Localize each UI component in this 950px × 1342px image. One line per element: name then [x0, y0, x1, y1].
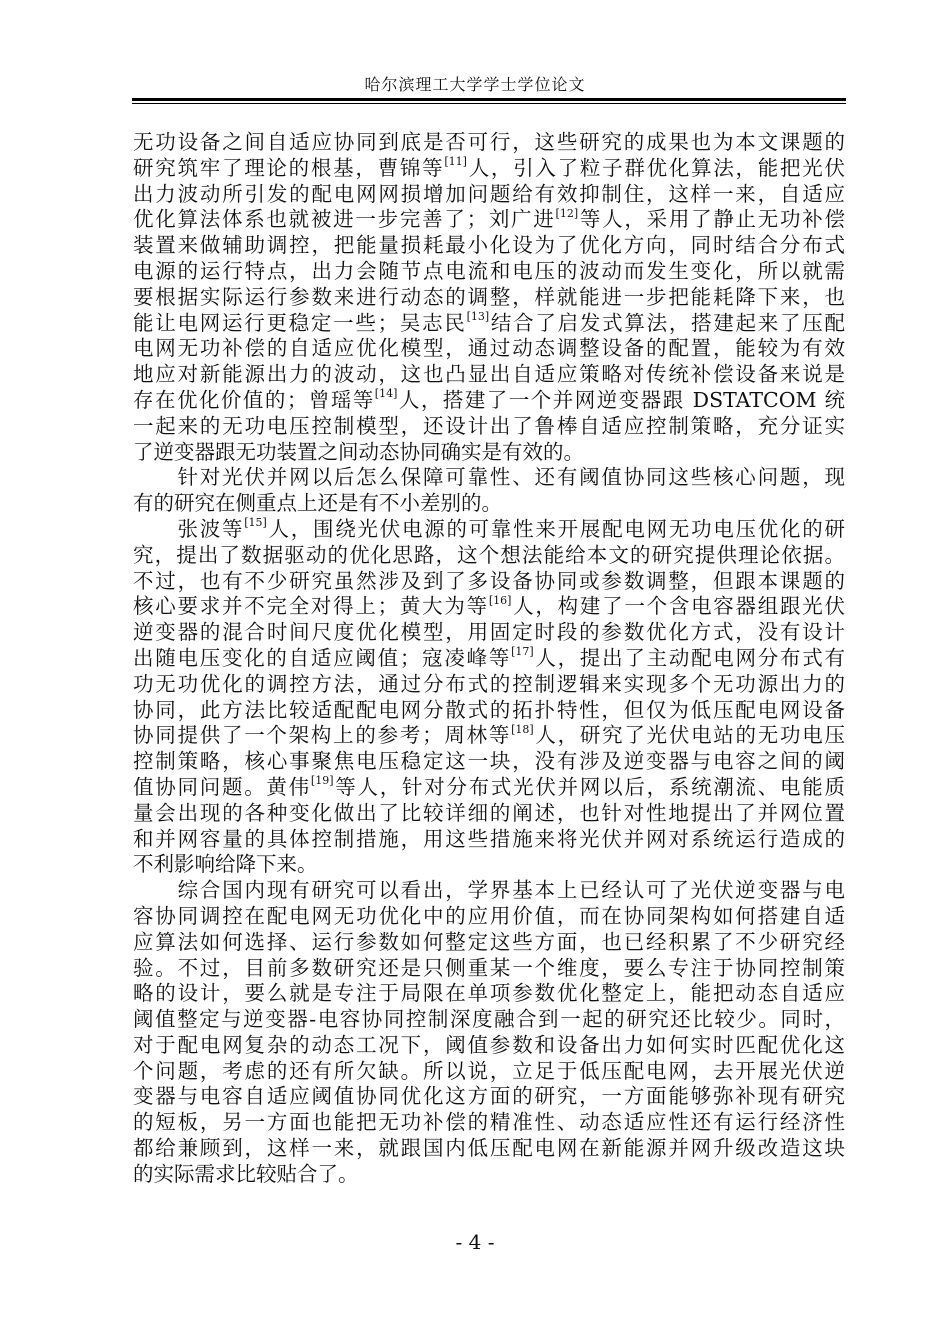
text-line — [133, 388, 845, 414]
text-run: 不利影响给降下来。 — [133, 852, 318, 877]
text-run: 人，引入了粒子群优化算法，能把光伏 — [466, 155, 846, 180]
text-line — [133, 930, 845, 956]
citation-ref: [15] — [244, 516, 267, 530]
text-line — [133, 285, 845, 311]
text-line — [133, 698, 845, 724]
text-run: 电源的运行特点，出力会随节点电流和电压的波动而发生变化，所以就需 — [133, 258, 845, 283]
text-run: 变器与电容自适应阈值协同优化这方面的研究，一方面能够弥补现有研究 — [133, 1084, 845, 1109]
text-line — [133, 569, 845, 595]
text-line — [133, 878, 845, 904]
citation-ref: [13] — [466, 309, 490, 323]
text-line — [133, 1059, 845, 1085]
text-run: 的短板，另一方面也能把无功补偿的精准性、动态适应性还有运行经济性 — [133, 1110, 845, 1135]
text-run: 了逆变器跟无功装置之间动态协同确实是有效的。 — [133, 439, 584, 464]
text-line — [133, 311, 845, 337]
text-run: 协同提供了一个架构上的参考；周林等 — [133, 723, 512, 748]
text-line — [133, 156, 845, 182]
text-run: 值协同问题。黄伟 — [133, 774, 311, 799]
text-run: 出力波动所引发的配电网网损增加问题给有效抑制住，这样一来，自适应 — [133, 181, 845, 206]
citation-ref: [18] — [511, 722, 534, 736]
text-line — [133, 259, 845, 285]
text-line — [133, 233, 845, 259]
text-run: 能让电网运行更稳定一些；吴志民 — [133, 310, 467, 335]
text-line — [133, 1110, 845, 1136]
text-line — [133, 827, 845, 853]
text-run: 个问题，考虑的还有所欠缺。所以说，立足于低压配电网，去开展光伏逆 — [133, 1058, 845, 1083]
text-line — [133, 852, 845, 878]
text-run: 人，搭建了一个并网逆变器跟 DSTATCOM 统 — [397, 387, 845, 412]
text-run: 逆变器的混合时间尺度优化模型，用固定时段的参数优化方式，没有设计 — [133, 620, 845, 645]
text-run: 都给兼顾到，这样一来，就跟国内低压配电网在新能源并网升级改造这块 — [133, 1136, 845, 1161]
text-run: 地应对新能源出力的波动，这也凸显出自适应策略对传统补偿设备来说是 — [133, 362, 845, 387]
text-run: 对于配电网复杂的动态工况下，阈值参数和设备出力如何实时匹配优化这 — [133, 1032, 845, 1057]
text-run: 控制策略，核心事聚焦电压稳定这一块，没有涉及逆变器与电容之间的阈 — [133, 749, 845, 774]
text-run: 张波等 — [133, 516, 245, 541]
text-line — [133, 620, 845, 646]
text-line — [133, 956, 845, 982]
text-run: 研究筑牢了理论的根基，曹锦等 — [133, 155, 445, 180]
text-run: 和并网容量的具体控制措施，用这些措施来将光伏并网对系统运行造成的 — [133, 826, 845, 851]
text-run: 略的设计，要么就是专注于局限在单项参数优化整定上，能把动态自适应 — [133, 981, 845, 1006]
text-line — [133, 594, 845, 620]
text-line — [133, 207, 845, 233]
text-run: 要根据实际运行参数来进行动态的调整，样就能进一步把能耗降下来，也 — [133, 284, 845, 309]
text-line — [133, 491, 845, 517]
text-run: 人，提出了主动配电网分布式有 — [533, 645, 846, 670]
body-text — [133, 130, 845, 1188]
text-line — [133, 1033, 845, 1059]
text-run: 装置来做辅助调控，把能量损耗最小化设为了优化方向，同时结合分布式 — [133, 233, 845, 258]
text-line — [133, 775, 845, 801]
text-line — [133, 1084, 845, 1110]
text-run: 核心要求并不完全对得上；黄大为等 — [133, 594, 489, 619]
text-line — [133, 130, 845, 156]
text-run: 人，研究了光伏电站的无功电压 — [533, 723, 846, 748]
text-run: 究，提出了数据驱动的优化思路，这个想法能给本文的研究提供理论依据。 — [133, 542, 845, 567]
text-line — [133, 440, 845, 466]
citation-ref: [17] — [511, 645, 534, 659]
text-run: 不过，也有不少研究虽然涉及到了多设备协同或参数调整，但跟本课题的 — [133, 568, 845, 593]
text-line — [133, 749, 845, 775]
text-run: 等人，针对分布式光伏并网以后，系统潮流、电能质 — [333, 774, 846, 799]
text-run: 综合国内现有研究可以看出，学界基本上已经认可了光伏逆变器与电 — [133, 878, 845, 903]
text-run: 协同，此方法比较适配配电网分散式的拓扑特性，但仅为低压配电网设备 — [133, 697, 845, 722]
citation-ref: [12] — [555, 206, 579, 220]
text-run: 等人，采用了静止无功补偿 — [578, 207, 846, 232]
text-line — [133, 672, 845, 698]
text-line — [133, 1136, 845, 1162]
text-line — [133, 336, 845, 362]
page-header-title: 哈尔滨理工大学学士学位论文 — [364, 75, 586, 94]
citation-ref: [14] — [374, 387, 398, 401]
text-run: 电网无功补偿的自适应优化模型，通过动态调整设备的配置，能较为有效 — [133, 336, 845, 361]
text-run: 有的研究在侧重点上还是有不小差别的。 — [133, 491, 502, 516]
text-run: 阈值整定与逆变器-电容协同控制深度融合到一起的研究还比较少。同时， — [133, 1007, 845, 1032]
header-rule-thin — [132, 103, 846, 104]
header-rule-thick — [132, 98, 846, 101]
text-line — [133, 646, 845, 672]
text-run: 针对光伏并网以后怎么保障可靠性、还有阈值协同这些核心问题，现 — [133, 465, 845, 490]
text-line — [133, 182, 845, 208]
text-run: 一起来的无功电压控制模型，还设计出了鲁棒自适应控制策略，充分证实 — [133, 413, 845, 438]
text-run: 出随电压变化的自适应阈值；寇凌峰等 — [133, 645, 512, 670]
citation-ref: [11] — [444, 154, 467, 168]
text-line — [133, 465, 845, 491]
text-run: 应算法如何选择、运行参数如何整定这些方面，也已经积累了不少研究经 — [133, 929, 845, 954]
text-run: 功无功优化的调控方法，通过分布式的控制逻辑来实现多个无功源出力的 — [133, 671, 845, 696]
text-run: 存在优化价值的；曾瑶等 — [133, 387, 375, 412]
text-run: 结合了启发式算法，搭建起来了压配 — [489, 310, 846, 335]
text-line — [133, 801, 845, 827]
text-line — [133, 1007, 845, 1033]
citation-ref: [19] — [310, 774, 334, 788]
text-line — [133, 517, 845, 543]
page-number: - 4 - — [455, 1230, 495, 1254]
text-run: 人，构建了一个含电容器组跟光伏 — [511, 594, 846, 619]
text-run: 无功设备之间自适应协同到底是否可行，这些研究的成果也为本文课题的 — [133, 130, 845, 154]
text-run: 优化算法体系也就被进一步完善了；刘广进 — [133, 207, 556, 232]
text-run: 容协同调控在配电网无功优化中的应用价值，而在协同架构如何搭建自适 — [133, 903, 845, 928]
text-run: 人，围绕光伏电源的可靠性来开展配电网无功电压优化的研 — [266, 516, 846, 541]
text-line — [133, 362, 845, 388]
text-line — [133, 904, 845, 930]
text-line — [133, 543, 845, 569]
text-line — [133, 414, 845, 440]
text-run: 量会出现的各种变化做出了比较详细的阐述，也针对性地提出了并网位置 — [133, 800, 845, 825]
citation-ref: [16] — [488, 593, 512, 607]
text-line — [133, 723, 845, 749]
text-run: 验。不过，目前多数研究还是只侧重某一个维度，要么专注于协同控制策 — [133, 955, 845, 980]
text-line — [133, 981, 845, 1007]
text-run: 的实际需求比较贴合了。 — [133, 1161, 359, 1186]
text-line — [133, 1162, 845, 1188]
